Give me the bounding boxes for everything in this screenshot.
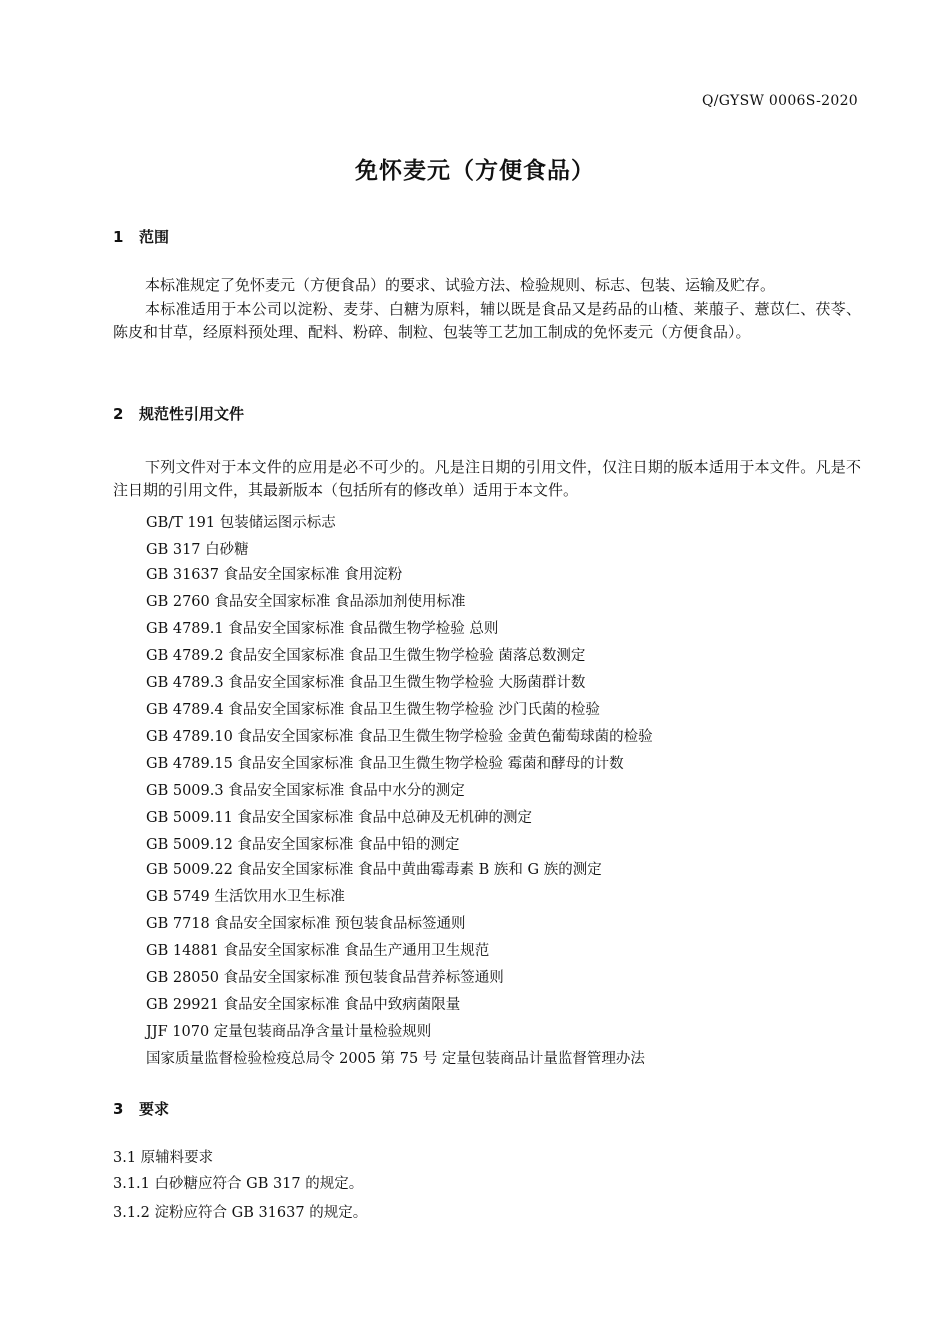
reference-item: GB 5009.12 食品安全国家标准 食品中铅的测定 (146, 837, 460, 853)
section-number: 3 (113, 1100, 124, 1118)
requirement-line: 3.1.2 淀粉应符合 GB 31637 的规定。 (113, 1205, 368, 1221)
section-title: 规范性引用文件 (139, 405, 245, 423)
reference-item: GB 28050 食品安全国家标准 预包装食品营养标签通则 (146, 970, 504, 986)
reference-item: GB 4789.4 食品安全国家标准 食品卫生微生物学检验 沙门氏菌的检验 (146, 702, 600, 718)
reference-item: GB 5749 生活饮用水卫生标准 (146, 889, 345, 905)
section-title: 要求 (139, 1100, 170, 1118)
requirement-line: 3.1 原辅料要求 (113, 1150, 214, 1166)
reference-item: JJF 1070 定量包装商品净含量计量检验规则 (146, 1024, 432, 1040)
reference-item: GB 7718 食品安全国家标准 预包装食品标签通则 (146, 916, 466, 932)
reference-item: GB 5009.3 食品安全国家标准 食品中水分的测定 (146, 783, 465, 799)
reference-item: GB 4789.15 食品安全国家标准 食品卫生微生物学检验 霉菌和酵母的计数 (146, 756, 624, 772)
reference-item: GB 4789.3 食品安全国家标准 食品卫生微生物学检验 大肠菌群计数 (146, 675, 586, 691)
scope-paragraph-2: 本标准适用于本公司以淀粉、麦芽、白糖为原料，辅以既是食品又是药品的山楂、莱菔子、薏苡仁、茯苓、陈皮和甘草，经原料预处理、配料、粉碎、制粒、包装等工艺加工制成的免怀麦元（方便食品）。 (113, 300, 861, 341)
reference-item: GB 4789.2 食品安全国家标准 食品卫生微生物学检验 菌落总数测定 (146, 648, 586, 664)
reference-item: GB 5009.22 食品安全国家标准 食品中黄曲霉毒素 B 族和 G 族的测定 (146, 862, 602, 878)
section-number: 2 (113, 405, 124, 423)
section-3-heading (113, 1098, 169, 1119)
reference-item: GB/T 191 包装储运图示标志 (146, 515, 336, 531)
standard-code: Q/GYSW 0006S-2020 (702, 93, 858, 109)
reference-item: GB 317 白砂糖 (146, 542, 249, 558)
scope-paragraph-1: 本标准规定了免怀麦元（方便食品）的要求、试验方法、检验规则、标志、包装、运输及贮存。 (145, 276, 776, 294)
reference-item: GB 4789.10 食品安全国家标准 食品卫生微生物学检验 金黄色葡萄球菌的检验 (146, 729, 653, 745)
reference-item: GB 31637 食品安全国家标准 食用淀粉 (146, 567, 403, 583)
requirement-line: 3.1.1 白砂糖应符合 GB 317 的规定。 (113, 1176, 364, 1192)
reference-item: GB 2760 食品安全国家标准 食品添加剂使用标准 (146, 594, 466, 610)
reference-item: GB 5009.11 食品安全国家标准 食品中总砷及无机砷的测定 (146, 810, 533, 826)
section-title: 范围 (139, 228, 170, 246)
references-intro: 下列文件对于本文件的应用是必不可少的。凡是注日期的引用文件，仅注日期的版本适用于本文件。凡是不注日期的引用文件，其最新版本（包括所有的修改单）适用于本文件。 (113, 458, 861, 499)
reference-item: GB 14881 食品安全国家标准 食品生产通用卫生规范 (146, 943, 490, 959)
section-1-heading (113, 226, 169, 247)
reference-item: 国家质量监督检验检疫总局令 2005 第 75 号 定量包装商品计量监督管理办法 (146, 1051, 645, 1067)
section-number: 1 (113, 228, 124, 246)
reference-item: GB 4789.1 食品安全国家标准 食品微生物学检验 总则 (146, 621, 499, 637)
document-title: 免怀麦元（方便食品） (355, 158, 595, 184)
reference-item: GB 29921 食品安全国家标准 食品中致病菌限量 (146, 997, 461, 1013)
section-2-heading (113, 403, 244, 424)
